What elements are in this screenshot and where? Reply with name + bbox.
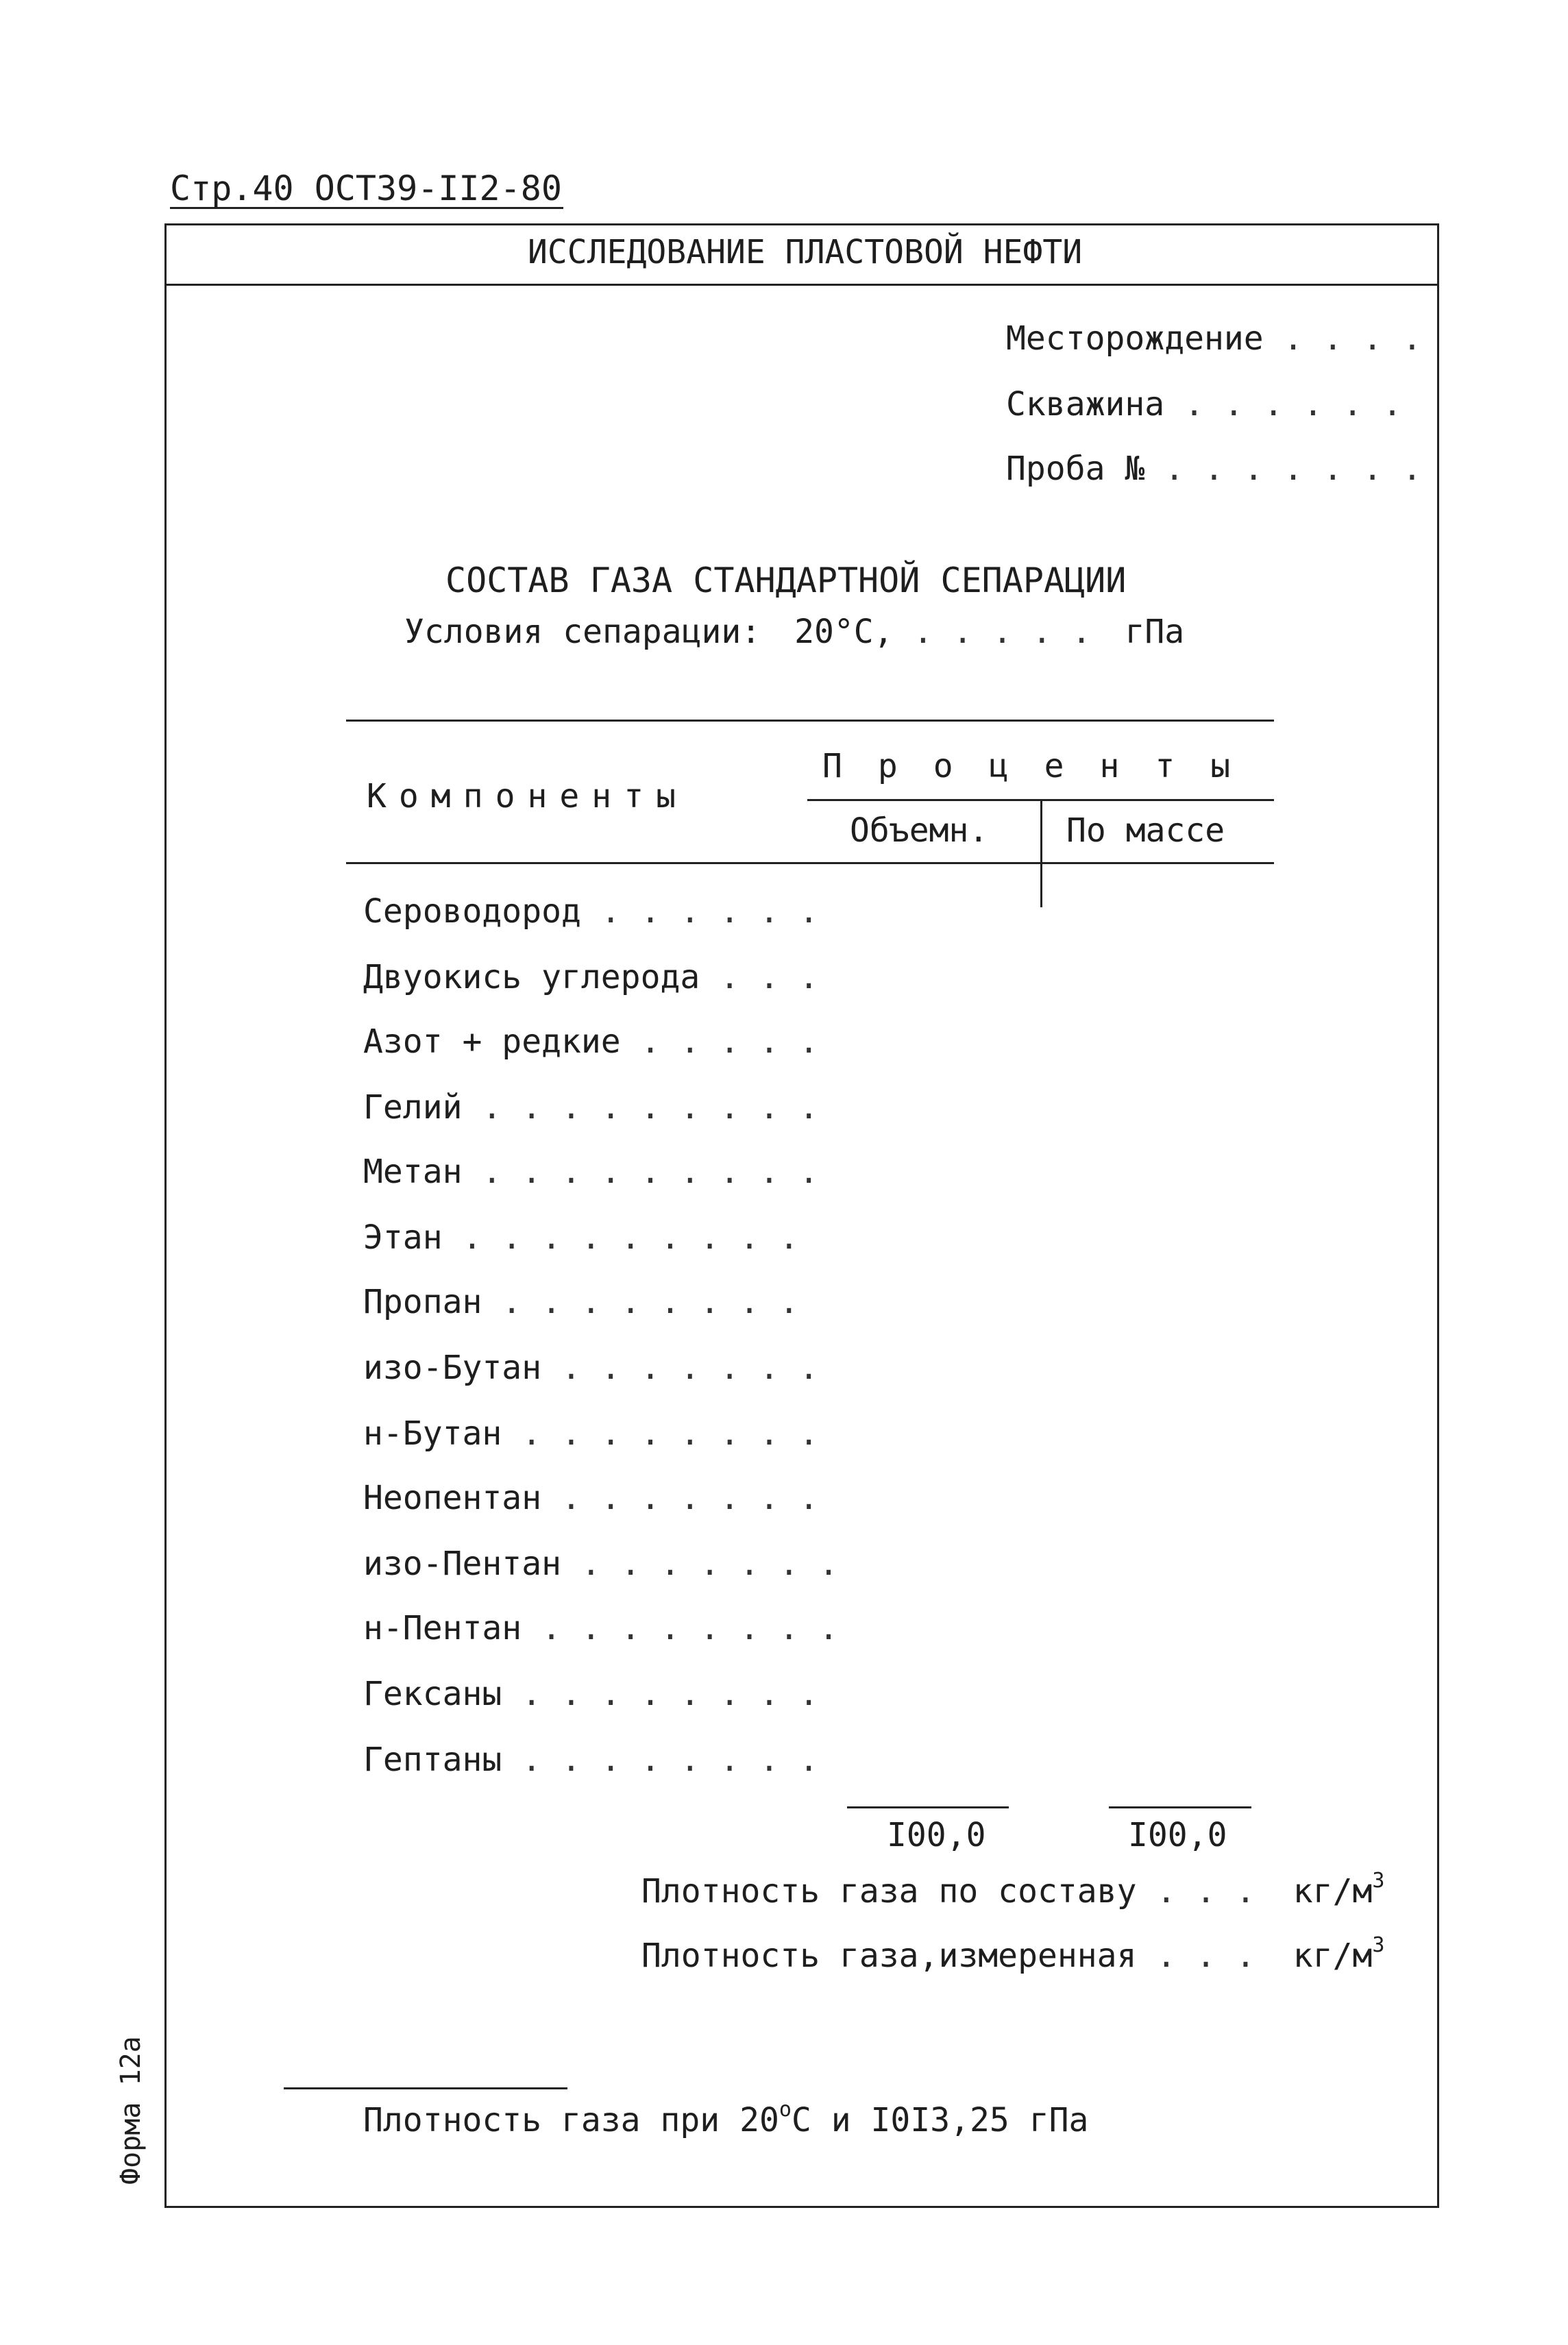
field-sample-label: Проба №	[1006, 450, 1145, 488]
table-row	[363, 892, 819, 931]
total-mass-rule	[1109, 1806, 1251, 1808]
total-volume-rule	[847, 1806, 1009, 1808]
row-dots: . . . . . . . . .	[462, 1218, 799, 1257]
field-deposit-dots: . . . .	[1283, 319, 1422, 358]
conditions-label: Условия сепарации:	[404, 613, 761, 651]
density-composition-label: Плотность газа по составу	[641, 1872, 1137, 1911]
table-row	[363, 1022, 819, 1061]
row-dots: . . . . . . . .	[522, 1675, 819, 1713]
header-percent: Проценты	[822, 747, 1266, 785]
field-well-dots: . . . . . .	[1184, 385, 1402, 423]
document-title: ИССЛЕДОВАНИЕ ПЛАСТОВОЙ НЕФТИ	[528, 233, 1083, 271]
field-deposit	[1006, 319, 1422, 358]
table-row	[363, 1153, 819, 1191]
conditions-dots: . . . . .	[913, 613, 1092, 651]
row-name: н-Бутан	[363, 1414, 502, 1453]
conditions-temp: 20°С,	[794, 613, 894, 651]
header-mass: По массе	[1066, 811, 1225, 850]
density-measured-dots: . . .	[1156, 1937, 1255, 1975]
field-sample-dots: . . . . . . .	[1164, 450, 1422, 488]
density-composition-unit-sup: 3	[1372, 1869, 1385, 1893]
density-measured	[641, 1933, 1385, 1975]
row-dots: . . . . . .	[600, 892, 819, 931]
title-divider	[164, 284, 1439, 286]
row-name: н-Пентан	[363, 1609, 522, 1647]
row-name: Метан	[363, 1153, 463, 1191]
footnote-rule	[284, 2087, 567, 2089]
row-dots: . . . . .	[640, 1022, 819, 1061]
row-name: Этан	[363, 1218, 443, 1257]
table-row	[363, 1741, 819, 1779]
footnote	[363, 2098, 1089, 2139]
total-mass: I00,0	[1128, 1816, 1227, 1854]
table-row	[363, 1479, 819, 1517]
header-components: Компоненты	[367, 777, 688, 815]
row-name: Сероводород	[363, 892, 581, 931]
header-underline	[170, 207, 563, 209]
table-row	[363, 958, 819, 996]
total-volume: I00,0	[887, 1816, 986, 1854]
row-name: Двуокись углерода	[363, 958, 700, 996]
row-name: Азот + редкие	[363, 1022, 621, 1061]
row-dots: . . . . . . .	[561, 1349, 819, 1387]
footnote-degree: о	[779, 2098, 792, 2122]
conditions-unit: гПа	[1125, 613, 1185, 651]
table-row	[363, 1414, 819, 1453]
table-row	[363, 1675, 819, 1713]
density-composition-unit: кг/м	[1293, 1872, 1373, 1911]
row-dots: . . . . . . . .	[541, 1609, 839, 1647]
density-measured-unit: кг/м	[1293, 1937, 1373, 1975]
row-dots: . . . . . . . . .	[482, 1088, 819, 1127]
density-by-composition	[641, 1869, 1385, 1911]
footnote-rest: С и I0I3,25 гПа	[791, 2101, 1089, 2139]
table-row	[363, 1088, 819, 1127]
header-volume: Объемн.	[850, 811, 989, 850]
field-sample	[1006, 450, 1422, 488]
form-number-label: Форма 12а	[115, 2036, 147, 2185]
table-row	[363, 1545, 839, 1583]
page-header: Стр.40 ОСТ39-II2-80	[170, 169, 562, 208]
field-well	[1006, 385, 1402, 423]
row-dots: . . . . . . .	[561, 1479, 819, 1517]
table-row	[363, 1283, 799, 1321]
row-dots: . . . . . . . . .	[482, 1153, 819, 1191]
density-measured-unit-sup: 3	[1372, 1933, 1385, 1957]
row-name: изо-Пентан	[363, 1545, 561, 1583]
footnote-prefix: Плотность газа при 20	[363, 2101, 779, 2139]
row-name: Пропан	[363, 1283, 482, 1321]
table-row	[363, 1218, 799, 1257]
row-name: Гептаны	[363, 1741, 502, 1779]
table-top-rule	[346, 720, 1274, 722]
row-dots: . . . . . . . .	[522, 1741, 819, 1779]
row-dots: . . . . . . . .	[522, 1414, 819, 1453]
field-deposit-label: Месторождение	[1006, 319, 1264, 358]
field-well-label: Скважина	[1006, 385, 1165, 423]
row-dots: . . . . . . .	[580, 1545, 839, 1583]
row-dots: . . .	[720, 958, 819, 996]
column-divider	[1040, 800, 1042, 907]
table-header-rule	[346, 862, 1274, 864]
density-measured-label: Плотность газа,измеренная	[641, 1937, 1137, 1975]
row-name: Гелий	[363, 1088, 463, 1127]
section-title: СОСТАВ ГАЗА СТАНДАРТНОЙ СЕПАРАЦИИ	[445, 561, 1127, 600]
row-name: Гексаны	[363, 1675, 502, 1713]
table-row	[363, 1609, 839, 1647]
density-composition-dots: . . .	[1156, 1872, 1255, 1911]
row-name: изо-Бутан	[363, 1349, 542, 1387]
row-dots: . . . . . . . .	[502, 1283, 799, 1321]
row-name: Неопентан	[363, 1479, 542, 1517]
table-row	[363, 1349, 819, 1387]
separation-conditions	[404, 613, 1185, 651]
